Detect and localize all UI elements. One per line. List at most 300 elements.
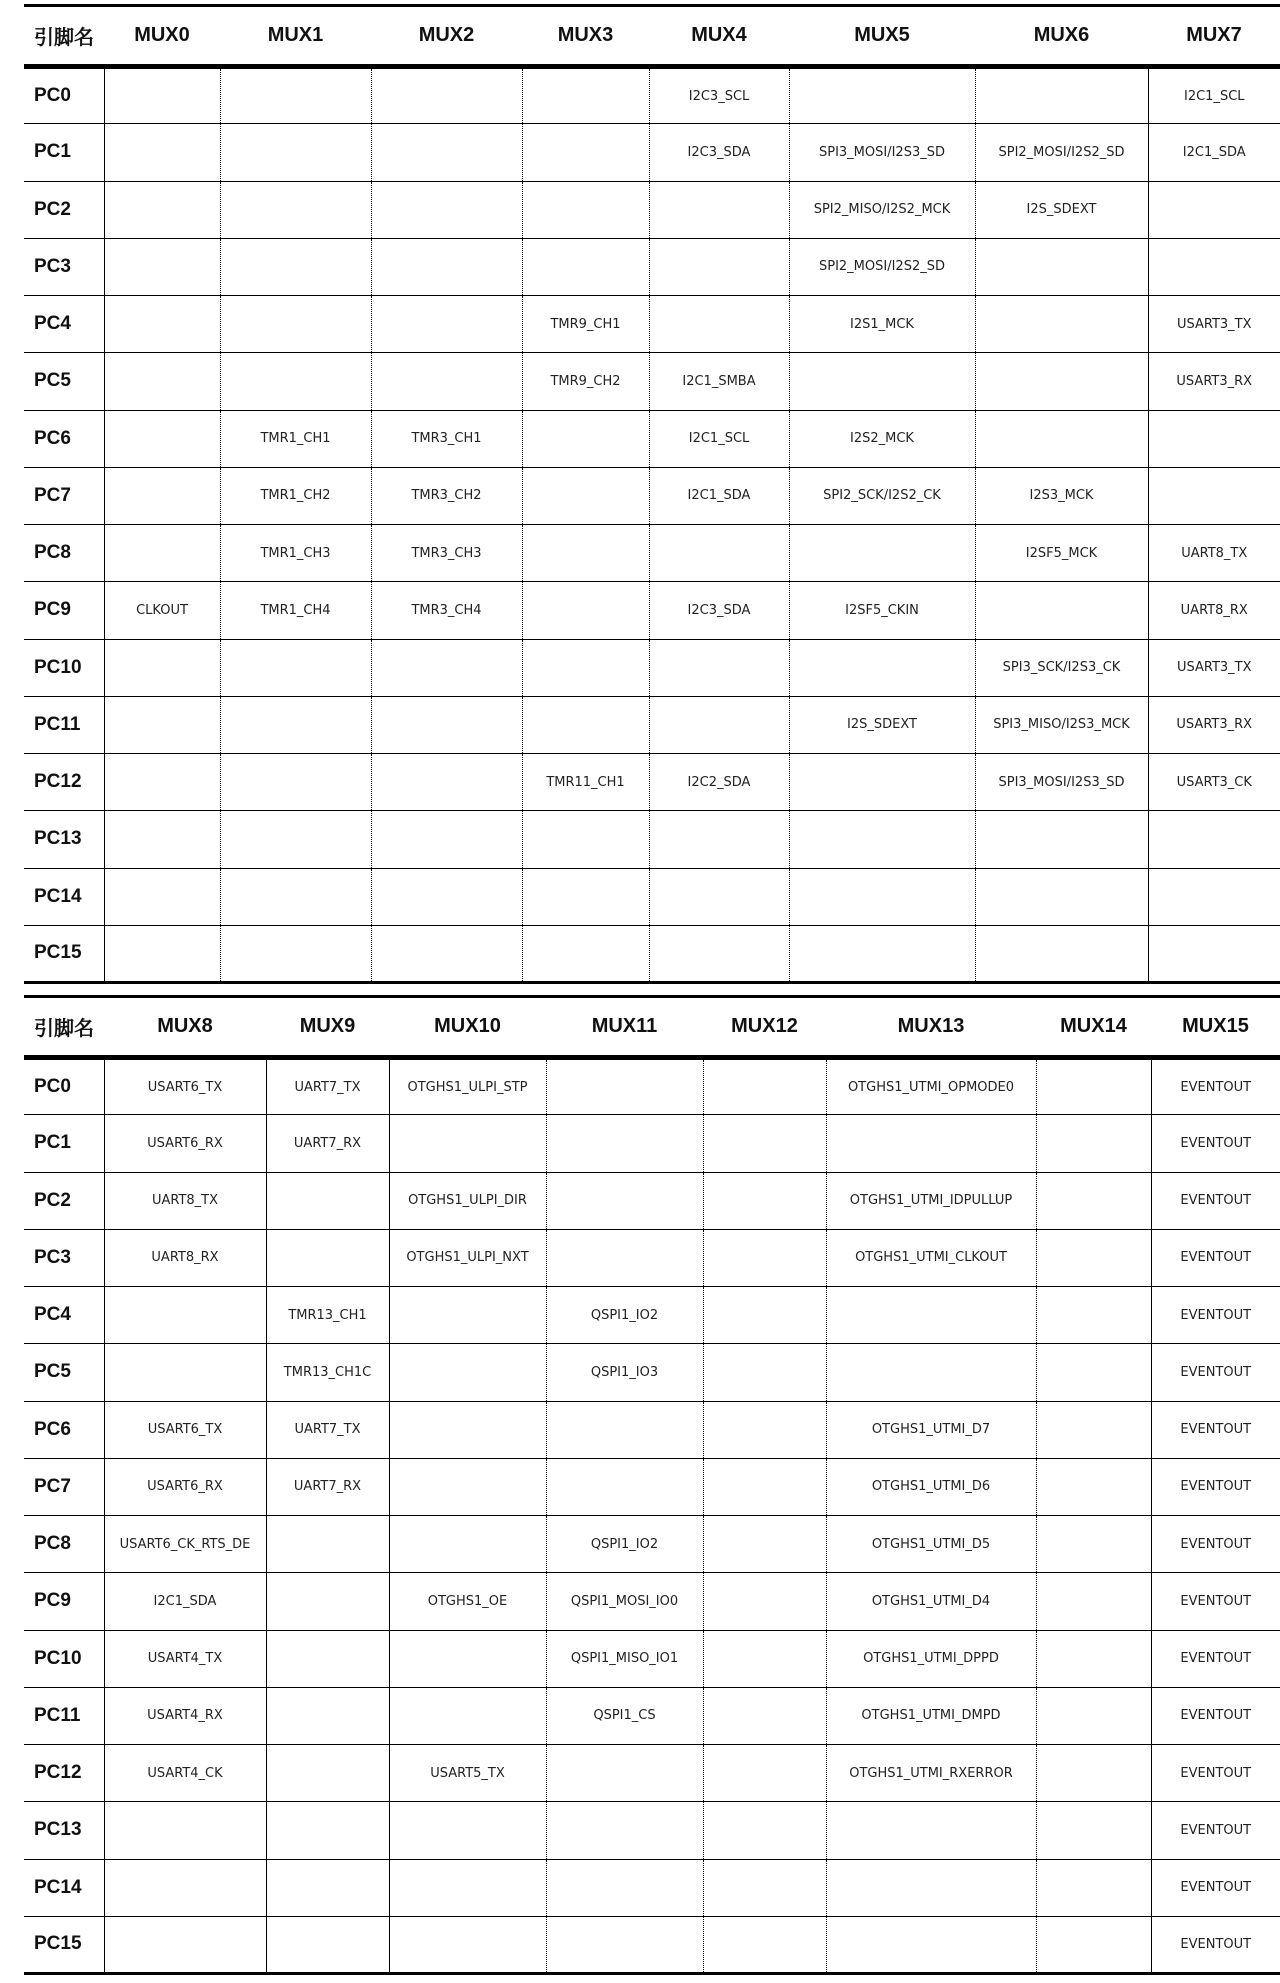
- pin-name-cell: PC10: [24, 1630, 104, 1687]
- pin-name-cell: PC5: [24, 353, 104, 410]
- function-cell: [220, 67, 371, 124]
- function-cell: OTGHS1_UTMI_D6: [826, 1458, 1036, 1515]
- function-cell: UART8_RX: [104, 1229, 266, 1286]
- function-cell: [546, 1802, 703, 1859]
- function-cell: [1036, 1802, 1151, 1859]
- function-cell: EVENTOUT: [1151, 1401, 1280, 1458]
- function-cell: [389, 1802, 546, 1859]
- table-row: [24, 1115, 1280, 1172]
- function-cell: USART3_TX: [1148, 639, 1280, 696]
- table-row: [24, 1745, 1280, 1802]
- function-cell: [1036, 1287, 1151, 1344]
- function-cell: [266, 1745, 389, 1802]
- pin-name-cell: PC0: [24, 67, 104, 124]
- function-cell: [266, 1916, 389, 1973]
- pin-name-cell: PC15: [24, 925, 104, 982]
- function-cell: [220, 353, 371, 410]
- pin-name-cell: PC10: [24, 639, 104, 696]
- table-row: [24, 1229, 1280, 1286]
- function-cell: QSPI1_CS: [546, 1687, 703, 1744]
- function-cell: [266, 1802, 389, 1859]
- function-cell: [104, 868, 220, 925]
- table-row: [24, 67, 1280, 124]
- function-cell: [1148, 181, 1280, 238]
- column-header: MUX9: [266, 997, 389, 1058]
- function-cell: [1036, 1344, 1151, 1401]
- function-cell: [826, 1916, 1036, 1973]
- function-cell: USART3_TX: [1148, 296, 1280, 353]
- function-cell: OTGHS1_UTMI_RXERROR: [826, 1745, 1036, 1802]
- function-cell: USART6_RX: [104, 1115, 266, 1172]
- column-header: MUX13: [826, 997, 1036, 1058]
- function-cell: [649, 181, 789, 238]
- function-cell: SPI3_MOSI/I2S3_SD: [789, 124, 975, 181]
- function-cell: [220, 868, 371, 925]
- function-cell: [389, 1630, 546, 1687]
- pin-name-cell: PC13: [24, 811, 104, 868]
- pin-name-cell: PC8: [24, 525, 104, 582]
- function-cell: SPI2_MOSI/I2S2_SD: [789, 238, 975, 295]
- function-cell: SPI2_MOSI/I2S2_SD: [975, 124, 1148, 181]
- function-cell: USART6_TX: [104, 1401, 266, 1458]
- function-cell: TMR1_CH2: [220, 467, 371, 524]
- function-cell: [703, 1630, 826, 1687]
- function-cell: EVENTOUT: [1151, 1287, 1280, 1344]
- function-cell: [104, 754, 220, 811]
- function-cell: [522, 525, 649, 582]
- function-cell: SPI3_MISO/I2S3_MCK: [975, 696, 1148, 753]
- function-cell: SPI3_SCK/I2S3_CK: [975, 639, 1148, 696]
- function-cell: [1148, 925, 1280, 982]
- function-cell: [1036, 1916, 1151, 1973]
- table-row: [24, 525, 1280, 582]
- function-cell: [522, 124, 649, 181]
- pin-name-cell: PC2: [24, 181, 104, 238]
- function-cell: EVENTOUT: [1151, 1573, 1280, 1630]
- pin-name-cell: PC7: [24, 1458, 104, 1515]
- table-row: [24, 1516, 1280, 1573]
- function-cell: [826, 1859, 1036, 1916]
- function-cell: I2C1_SCL: [649, 410, 789, 467]
- function-cell: [975, 868, 1148, 925]
- table-row: [24, 1401, 1280, 1458]
- function-cell: [371, 181, 522, 238]
- function-cell: [389, 1344, 546, 1401]
- function-cell: [703, 1287, 826, 1344]
- function-cell: [546, 1916, 703, 1973]
- function-cell: EVENTOUT: [1151, 1172, 1280, 1229]
- function-cell: [522, 238, 649, 295]
- function-cell: USART3_RX: [1148, 353, 1280, 410]
- function-cell: [1036, 1115, 1151, 1172]
- pin-name-cell: PC9: [24, 582, 104, 639]
- table-body: [24, 1058, 1280, 1974]
- function-cell: OTGHS1_UTMI_D4: [826, 1573, 1036, 1630]
- function-cell: I2C1_SCL: [1148, 67, 1280, 124]
- function-cell: [703, 1916, 826, 1973]
- function-cell: [703, 1115, 826, 1172]
- function-cell: [389, 1115, 546, 1172]
- function-cell: [266, 1516, 389, 1573]
- function-cell: [266, 1630, 389, 1687]
- function-cell: [522, 410, 649, 467]
- function-cell: [703, 1859, 826, 1916]
- pin-name-cell: PC12: [24, 754, 104, 811]
- table-header-row: [24, 997, 1280, 1058]
- function-cell: [1036, 1058, 1151, 1115]
- function-cell: TMR3_CH1: [371, 410, 522, 467]
- table-row: [24, 868, 1280, 925]
- function-cell: [104, 696, 220, 753]
- function-cell: USART3_CK: [1148, 754, 1280, 811]
- function-cell: [546, 1401, 703, 1458]
- function-cell: EVENTOUT: [1151, 1859, 1280, 1916]
- function-cell: [266, 1859, 389, 1916]
- function-cell: OTGHS1_UTMI_CLKOUT: [826, 1229, 1036, 1286]
- function-cell: UART7_RX: [266, 1458, 389, 1515]
- function-cell: EVENTOUT: [1151, 1802, 1280, 1859]
- function-cell: UART8_TX: [1148, 525, 1280, 582]
- function-cell: I2S2_MCK: [789, 410, 975, 467]
- function-cell: [220, 754, 371, 811]
- function-cell: USART6_CK_RTS_DE: [104, 1516, 266, 1573]
- pin-name-cell: PC6: [24, 410, 104, 467]
- function-cell: I2S_SDEXT: [975, 181, 1148, 238]
- pin-name-cell: PC14: [24, 1859, 104, 1916]
- function-cell: [522, 811, 649, 868]
- function-cell: [371, 67, 522, 124]
- table-row: [24, 181, 1280, 238]
- function-cell: USART4_TX: [104, 1630, 266, 1687]
- function-cell: [104, 238, 220, 295]
- pin-name-cell: PC12: [24, 1745, 104, 1802]
- function-cell: [975, 238, 1148, 295]
- table-row: [24, 238, 1280, 295]
- column-header: MUX11: [546, 997, 703, 1058]
- function-cell: [826, 1802, 1036, 1859]
- table-row: [24, 353, 1280, 410]
- table-row: [24, 696, 1280, 753]
- function-cell: [1148, 868, 1280, 925]
- function-cell: [1036, 1745, 1151, 1802]
- function-cell: EVENTOUT: [1151, 1745, 1280, 1802]
- table-row: [24, 124, 1280, 181]
- function-cell: [371, 696, 522, 753]
- function-cell: [220, 811, 371, 868]
- function-cell: UART8_TX: [104, 1172, 266, 1229]
- table-row: [24, 1687, 1280, 1744]
- function-cell: [104, 67, 220, 124]
- function-cell: EVENTOUT: [1151, 1516, 1280, 1573]
- function-cell: EVENTOUT: [1151, 1115, 1280, 1172]
- function-cell: EVENTOUT: [1151, 1458, 1280, 1515]
- function-cell: EVENTOUT: [1151, 1229, 1280, 1286]
- pin-name-cell: PC13: [24, 1802, 104, 1859]
- column-header: MUX5: [789, 6, 975, 67]
- function-cell: I2C1_SDA: [649, 467, 789, 524]
- function-cell: OTGHS1_UTMI_D5: [826, 1516, 1036, 1573]
- table-row: [24, 1916, 1280, 1973]
- function-cell: TMR3_CH3: [371, 525, 522, 582]
- pin-name-cell: PC7: [24, 467, 104, 524]
- function-cell: [703, 1401, 826, 1458]
- function-cell: [371, 925, 522, 982]
- function-cell: SPI2_SCK/I2S2_CK: [789, 467, 975, 524]
- function-cell: [522, 582, 649, 639]
- function-cell: [546, 1172, 703, 1229]
- function-cell: USART6_RX: [104, 1458, 266, 1515]
- table-row: [24, 1287, 1280, 1344]
- column-header: MUX8: [104, 997, 266, 1058]
- function-cell: [1036, 1401, 1151, 1458]
- function-cell: TMR13_CH1: [266, 1287, 389, 1344]
- function-cell: [104, 1859, 266, 1916]
- function-cell: [1148, 467, 1280, 524]
- function-cell: [1036, 1229, 1151, 1286]
- function-cell: [522, 696, 649, 753]
- function-cell: [522, 67, 649, 124]
- function-cell: [522, 868, 649, 925]
- function-cell: [826, 1115, 1036, 1172]
- function-cell: [975, 353, 1148, 410]
- table-row: [24, 925, 1280, 982]
- table-row: [24, 639, 1280, 696]
- pin-name-cell: PC0: [24, 1058, 104, 1115]
- function-cell: [789, 639, 975, 696]
- function-cell: [789, 754, 975, 811]
- function-cell: USART3_RX: [1148, 696, 1280, 753]
- function-cell: I2C2_SDA: [649, 754, 789, 811]
- function-cell: [1036, 1687, 1151, 1744]
- table-header-row: [24, 6, 1280, 67]
- function-cell: [104, 639, 220, 696]
- function-cell: [104, 1287, 266, 1344]
- function-cell: I2C1_SMBA: [649, 353, 789, 410]
- function-cell: [649, 296, 789, 353]
- function-cell: [389, 1287, 546, 1344]
- function-cell: [546, 1859, 703, 1916]
- function-cell: [104, 353, 220, 410]
- column-header: MUX12: [703, 997, 826, 1058]
- function-cell: TMR1_CH1: [220, 410, 371, 467]
- function-cell: [522, 467, 649, 524]
- function-cell: [266, 1229, 389, 1286]
- function-cell: [703, 1687, 826, 1744]
- pin-name-header: 引脚名: [24, 6, 104, 67]
- column-header: MUX7: [1148, 6, 1280, 67]
- pin-name-cell: PC11: [24, 696, 104, 753]
- function-cell: [975, 410, 1148, 467]
- function-cell: [649, 639, 789, 696]
- function-cell: [389, 1458, 546, 1515]
- table-row: [24, 410, 1280, 467]
- function-cell: [371, 868, 522, 925]
- table-row: [24, 1458, 1280, 1515]
- table-row: [24, 811, 1280, 868]
- function-cell: [220, 639, 371, 696]
- function-cell: OTGHS1_ULPI_STP: [389, 1058, 546, 1115]
- function-cell: QSPI1_IO2: [546, 1287, 703, 1344]
- function-cell: EVENTOUT: [1151, 1630, 1280, 1687]
- function-cell: [104, 467, 220, 524]
- function-cell: [389, 1859, 546, 1916]
- column-header: MUX15: [1151, 997, 1280, 1058]
- mux-table-0-7: [24, 4, 1280, 984]
- function-cell: [649, 238, 789, 295]
- function-cell: [220, 124, 371, 181]
- function-cell: [104, 1344, 266, 1401]
- function-cell: SPI3_MOSI/I2S3_SD: [975, 754, 1148, 811]
- function-cell: [220, 296, 371, 353]
- function-cell: [975, 811, 1148, 868]
- function-cell: [389, 1401, 546, 1458]
- function-cell: [1036, 1573, 1151, 1630]
- column-header: MUX3: [522, 6, 649, 67]
- function-cell: [1148, 410, 1280, 467]
- function-cell: [1036, 1630, 1151, 1687]
- pin-name-cell: PC9: [24, 1573, 104, 1630]
- function-cell: [975, 67, 1148, 124]
- function-cell: I2SF5_CKIN: [789, 582, 975, 639]
- column-header: MUX4: [649, 6, 789, 67]
- function-cell: USART6_TX: [104, 1058, 266, 1115]
- mux-table-8-15: [24, 995, 1280, 1975]
- function-cell: OTGHS1_OE: [389, 1573, 546, 1630]
- pin-name-cell: PC15: [24, 1916, 104, 1973]
- function-cell: [703, 1573, 826, 1630]
- function-cell: [371, 639, 522, 696]
- table-row: [24, 467, 1280, 524]
- function-cell: [104, 1802, 266, 1859]
- function-cell: [546, 1458, 703, 1515]
- function-cell: [522, 639, 649, 696]
- function-cell: UART8_RX: [1148, 582, 1280, 639]
- function-cell: [789, 868, 975, 925]
- function-cell: [789, 811, 975, 868]
- column-header: MUX2: [371, 6, 522, 67]
- function-cell: QSPI1_MOSI_IO0: [546, 1573, 703, 1630]
- function-cell: [975, 925, 1148, 982]
- function-cell: OTGHS1_ULPI_NXT: [389, 1229, 546, 1286]
- function-cell: QSPI1_IO2: [546, 1516, 703, 1573]
- function-cell: [220, 181, 371, 238]
- function-cell: [371, 811, 522, 868]
- function-cell: [220, 925, 371, 982]
- pin-name-cell: PC5: [24, 1344, 104, 1401]
- table-row: [24, 754, 1280, 811]
- function-cell: [789, 353, 975, 410]
- function-cell: SPI2_MISO/I2S2_MCK: [789, 181, 975, 238]
- function-cell: [104, 296, 220, 353]
- column-header: MUX14: [1036, 997, 1151, 1058]
- pin-name-cell: PC14: [24, 868, 104, 925]
- function-cell: [371, 296, 522, 353]
- function-cell: [104, 811, 220, 868]
- function-cell: USART5_TX: [389, 1745, 546, 1802]
- function-cell: [1148, 238, 1280, 295]
- pin-name-cell: PC1: [24, 1115, 104, 1172]
- function-cell: [703, 1058, 826, 1115]
- function-cell: EVENTOUT: [1151, 1344, 1280, 1401]
- table-row: [24, 582, 1280, 639]
- pin-name-cell: PC2: [24, 1172, 104, 1229]
- function-cell: EVENTOUT: [1151, 1916, 1280, 1973]
- function-cell: [266, 1573, 389, 1630]
- function-cell: UART7_TX: [266, 1058, 389, 1115]
- function-cell: I2S1_MCK: [789, 296, 975, 353]
- function-cell: [975, 296, 1148, 353]
- function-cell: [522, 925, 649, 982]
- pin-mux-document: [24, 4, 1280, 1975]
- function-cell: I2C3_SDA: [649, 582, 789, 639]
- function-cell: I2C1_SDA: [1148, 124, 1280, 181]
- function-cell: [649, 696, 789, 753]
- pin-name-cell: PC11: [24, 1687, 104, 1744]
- function-cell: OTGHS1_UTMI_DMPD: [826, 1687, 1036, 1744]
- function-cell: [546, 1229, 703, 1286]
- function-cell: OTGHS1_UTMI_OPMODE0: [826, 1058, 1036, 1115]
- pin-name-cell: PC3: [24, 238, 104, 295]
- table-row: [24, 1573, 1280, 1630]
- function-cell: I2C3_SCL: [649, 67, 789, 124]
- function-cell: [266, 1172, 389, 1229]
- pin-name-header: 引脚名: [24, 997, 104, 1058]
- function-cell: [649, 868, 789, 925]
- table-row: [24, 1058, 1280, 1115]
- function-cell: I2C3_SDA: [649, 124, 789, 181]
- function-cell: OTGHS1_UTMI_D7: [826, 1401, 1036, 1458]
- function-cell: UART7_TX: [266, 1401, 389, 1458]
- function-cell: [1036, 1458, 1151, 1515]
- table-row: [24, 1344, 1280, 1401]
- function-cell: [703, 1802, 826, 1859]
- function-cell: [1036, 1172, 1151, 1229]
- function-cell: [371, 124, 522, 181]
- function-cell: [789, 925, 975, 982]
- function-cell: [649, 525, 789, 582]
- pin-name-cell: PC4: [24, 296, 104, 353]
- function-cell: [826, 1287, 1036, 1344]
- function-cell: [104, 1916, 266, 1973]
- function-cell: I2C1_SDA: [104, 1573, 266, 1630]
- function-cell: [546, 1115, 703, 1172]
- pin-name-cell: PC4: [24, 1287, 104, 1344]
- function-cell: TMR1_CH3: [220, 525, 371, 582]
- function-cell: OTGHS1_ULPI_DIR: [389, 1172, 546, 1229]
- function-cell: [371, 238, 522, 295]
- function-cell: [703, 1172, 826, 1229]
- function-cell: [1148, 811, 1280, 868]
- function-cell: TMR9_CH1: [522, 296, 649, 353]
- function-cell: [389, 1916, 546, 1973]
- function-cell: [389, 1516, 546, 1573]
- function-cell: [104, 925, 220, 982]
- function-cell: TMR13_CH1C: [266, 1344, 389, 1401]
- function-cell: [220, 238, 371, 295]
- pin-name-cell: PC8: [24, 1516, 104, 1573]
- function-cell: [104, 410, 220, 467]
- function-cell: OTGHS1_UTMI_IDPULLUP: [826, 1172, 1036, 1229]
- function-cell: [389, 1687, 546, 1744]
- function-cell: [649, 811, 789, 868]
- function-cell: [220, 696, 371, 753]
- function-cell: [789, 67, 975, 124]
- function-cell: CLKOUT: [104, 582, 220, 639]
- function-cell: [789, 525, 975, 582]
- pin-name-cell: PC3: [24, 1229, 104, 1286]
- function-cell: EVENTOUT: [1151, 1687, 1280, 1744]
- pin-name-cell: PC6: [24, 1401, 104, 1458]
